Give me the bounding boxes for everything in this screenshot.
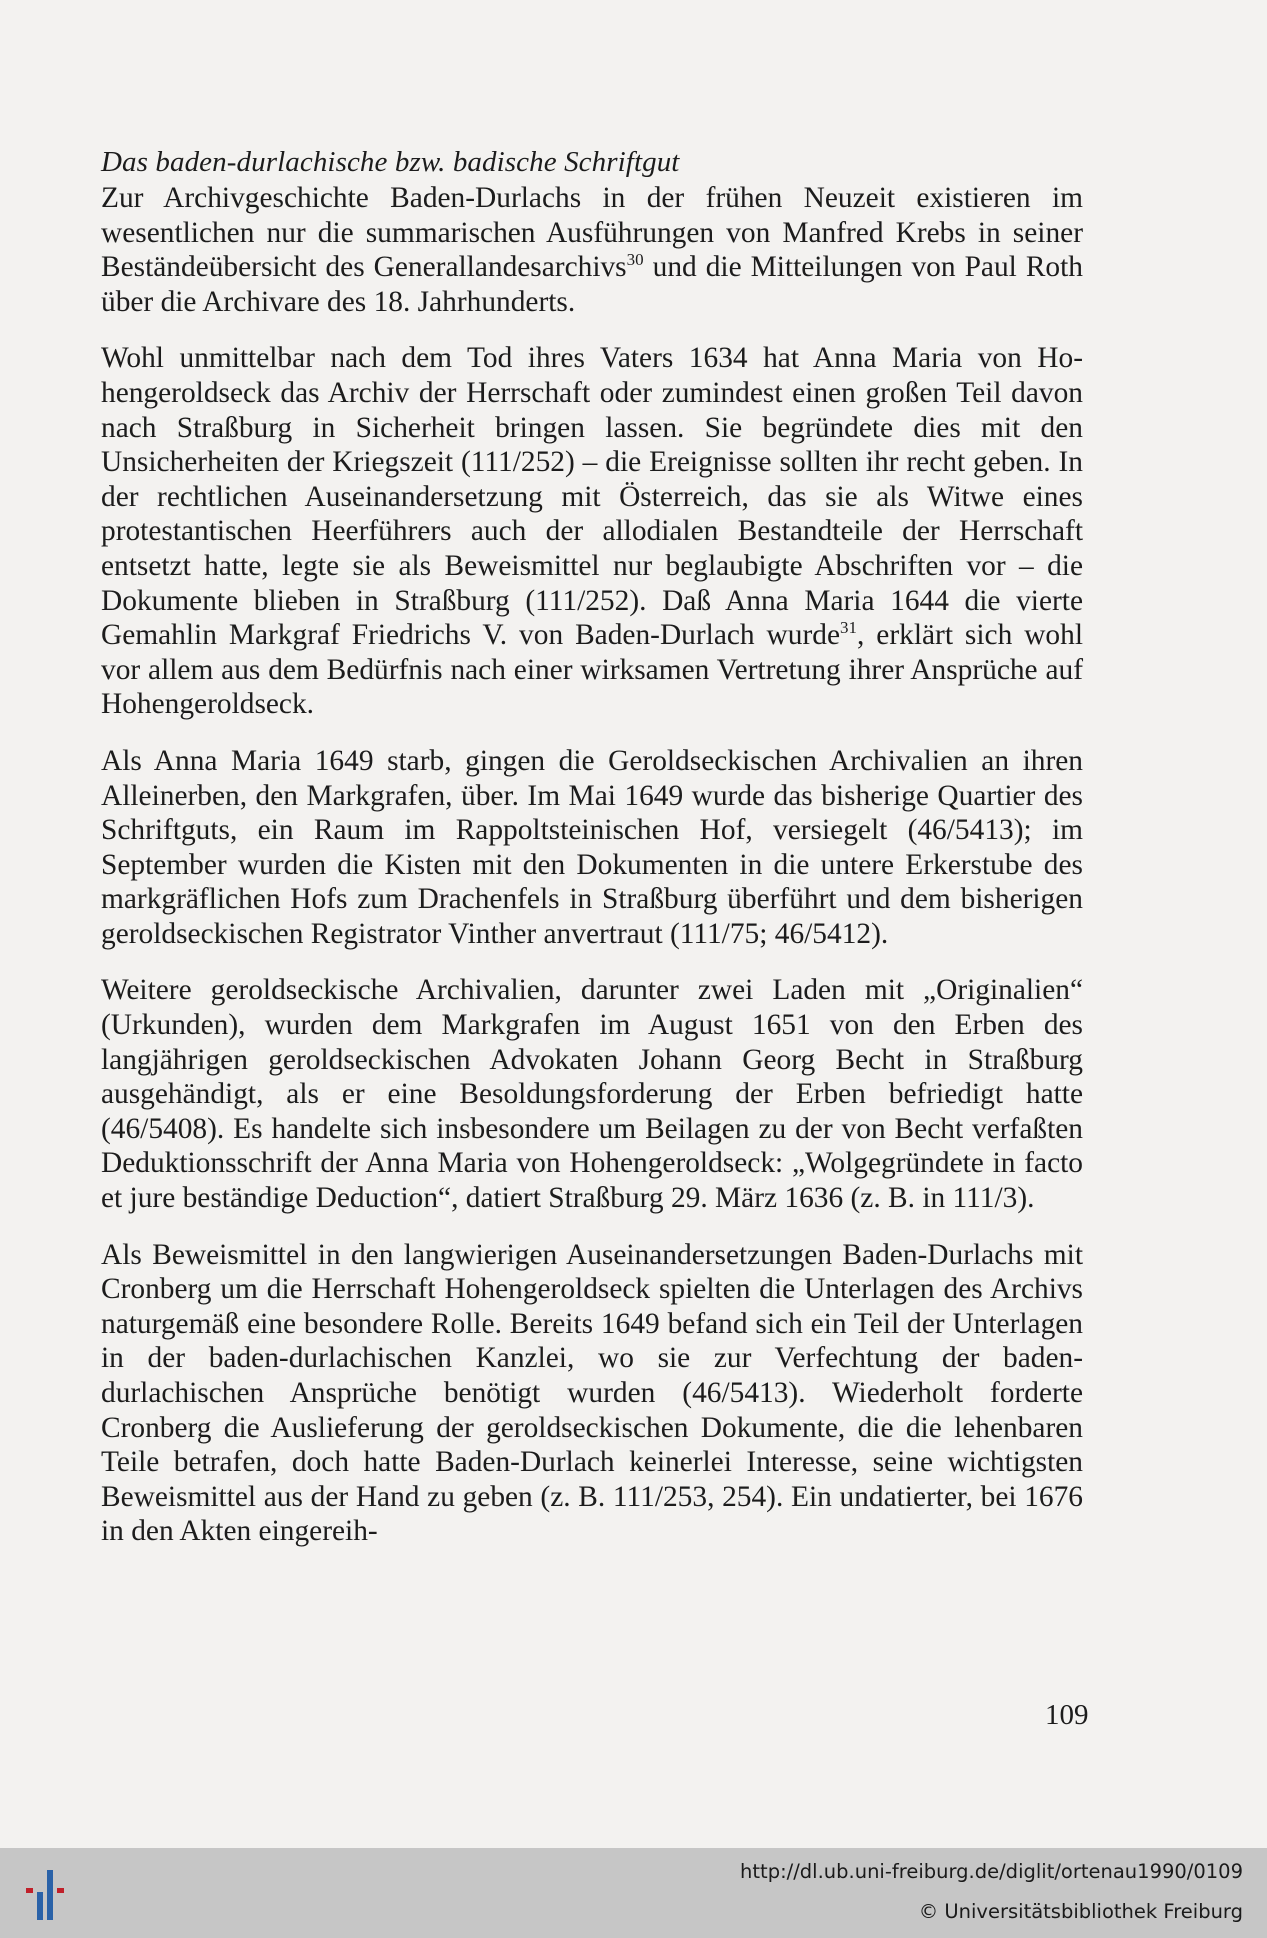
page-number: 109	[1045, 1699, 1089, 1731]
paragraph-text: Zur Archivgeschichte Baden-Durlachs in der frühen Neuzeit existieren im wesentlichen nur die summarischen Ausführungen von Manfred Krebs in seiner Beständeübersicht des Generallandesarchivs	[101, 182, 1083, 284]
paragraph	[101, 744, 1083, 952]
footnote-marker[interactable]: 30	[626, 250, 644, 270]
paragraph	[101, 181, 1083, 319]
ub-freiburg-logo-icon[interactable]	[20, 1862, 84, 1926]
source-url-link[interactable]: http://dl.ub.uni-freiburg.de/diglit/ortenau1990/0109	[740, 1860, 1243, 1883]
paragraph	[101, 1238, 1083, 1549]
paragraph-text: Wohl unmittelbar nach dem Tod ihres Vaters 1634 hat Anna Maria von Hohengeroldseck das Archiv der Herrschaft oder zumindest einen großen Teil davon nach Straßburg in Sicherheit bringen lassen. Sie begründete dies mit den Unsicherheiten der Kriegszeit (111/252) – die Ereignisse sollten ihr recht geben. In der rechtlichen Auseinandersetzung mit Österreich, das sie als Witwe eines protestantischen Heerführers auch der allodialen Bestandteile der Herrschaft entsetzt hatte, legte sie als Beweismittel nur beglaubigte Abschriften vor – die Dokumente blieben in Straßburg (111/252). Daß Anna Maria 1644 die vierte Gemahlin Markgraf Friedrichs V. von Baden-Durlach wurde	[101, 342, 1083, 652]
paragraph-text: Weitere geroldseckische Archivalien, darunter zwei Laden mit „Originalien“ (Urkunden), wurden dem Markgrafen im August 1651 von den Erben des langjährigen geroldseckischen Advokaten Johann Georg Becht in Straßburg ausgehändigt, als er eine Besoldungsforderung der Erben befriedigt hatte (46/5408). Es handelte sich insbesondere um Beilagen zu der von Becht verfaßten Deduktionsschrift der Anna Maria von Hohengeroldseck: „Wolgegründete in facto et jure beständige Deduction“, datiert Straßburg 29. März 1636 (z. B. in 111/3).	[101, 974, 1083, 1215]
text-block	[101, 145, 1083, 1571]
paragraph-text: Als Anna Maria 1649 starb, gingen die Geroldseckischen Archivalien an ihren Alleinerben, den Markgrafen, über. Im Mai 1649 wurde das bisherige Quartier des Schriftguts, ein Raum im Rappoltsteinischen Hof, versiegelt (46/5413); im September wurden die Kisten mit den Dokumenten in die untere Erkerstube des markgräflichen Hofs zum Drachenfels in Straßburg überführt und dem bisherigen geroldseckischen Registrator Vinther anvertraut (111/75; 46/5412).	[101, 744, 1083, 950]
copyright-text: © Universitätsbibliothek Freiburg	[918, 1900, 1243, 1923]
paragraph	[101, 973, 1083, 1215]
footnote-marker[interactable]: 31	[840, 618, 857, 638]
paragraph-text: Als Beweismittel in den langwierigen Auseinandersetzungen Baden-Durlachs mit Cronberg um die Herrschaft Hohengeroldseck spielten die Unterlagen des Archivs naturgemäß eine besondere Rolle. Bereits 1649 befand sich ein Teil der Unterlagen in der baden-durlachischen Kanzlei, wo sie zur Verfechtung der baden-durlachischen Ansprüche benötigt wurden (46/5413). Wiederholt forderte Cronberg die Auslieferung der geroldseckischen Dokumente, die die lehenbaren Teile betrafen, doch hatte Baden-Durlach keinerlei Interesse, seine wichtigsten Beweismittel aus der Hand zu geben (z. B. 111/253, 254). Ein undatierter, bei 1676 in den Akten eingereih-	[101, 1238, 1083, 1548]
paragraph-text: und die Mitteilungen von Paul Roth über die Archivare des 18. Jahrhunderts.	[101, 251, 1083, 318]
paragraph-text: , erklärt sich wohl vor allem aus dem Bedürfnis nach einer wirksamen Vertretung ihrer Ansprüche auf Hohengeroldseck.	[101, 619, 1083, 721]
footer-bar	[0, 1848, 1267, 1938]
paragraph	[101, 341, 1083, 722]
section-heading: Das baden-durlachische bzw. badische Schriftgut	[101, 146, 680, 178]
